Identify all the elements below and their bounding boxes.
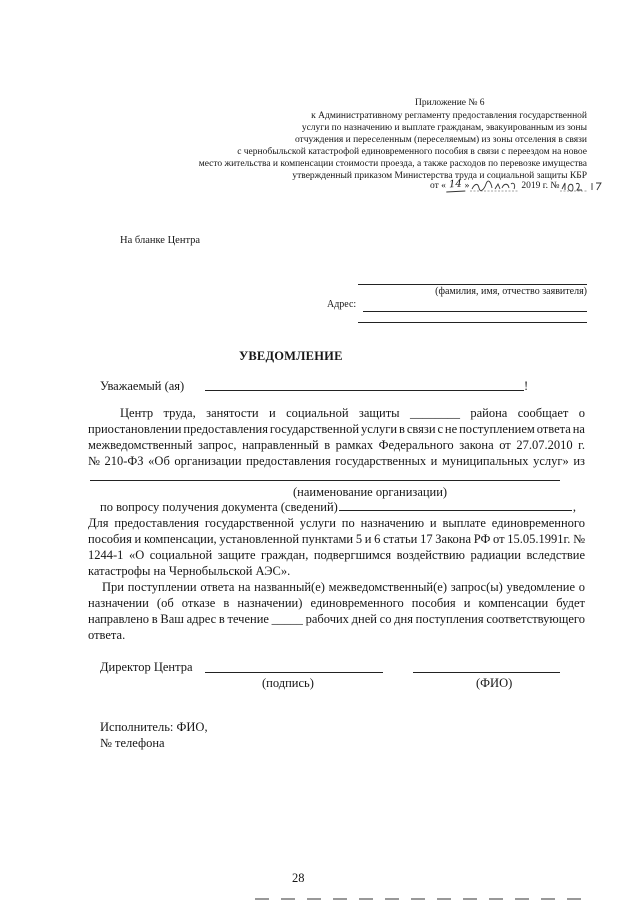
approval-date-line: [430, 179, 607, 192]
body-text: При поступлении ответа на названный(е) межведомственный(е) запрос(ы) уведомление о: [102, 580, 585, 594]
body-text: пособия и компенсации, установленной пунктами 5 и 6 статьи 17 Закона РФ от 15.05.1991г. №: [88, 532, 585, 546]
body-line-last: катастрофы на Чернобыльской АЭС».: [88, 564, 291, 578]
appendix-line: к Административному регламенту предоставления государственной: [311, 111, 587, 121]
body-line: [88, 611, 585, 627]
body-text: Центр труда, занятости и социальной защиты ________ района сообщает о: [120, 406, 585, 420]
appendix-line: с чернобыльской катастрофой единовременного пособия в связи с переездом на новое: [237, 147, 587, 157]
appendix-line: место жительства и компенсации стоимости проезда, а также расходов по перевозке имущества: [198, 159, 587, 169]
salutation-label: Уважаемый (ая): [100, 379, 185, 393]
handwritten-number-scribble: [559, 180, 607, 192]
handwritten-month-scribble: [469, 180, 519, 192]
executor-name: Исполнитель: ФИО,: [100, 720, 208, 734]
body-line: [88, 437, 585, 453]
body-text: направлено в Ваш адрес в течение _____ рабочих дней со дня поступления соответствующего: [88, 612, 585, 626]
body-line: [88, 421, 585, 437]
body-text: назначении (об отказе в назначении) единовременного пособия и компенсации будет: [88, 596, 585, 610]
address-label: Адрес:: [327, 299, 357, 310]
body-line: [120, 405, 585, 421]
letterhead-note: На бланке Центра: [120, 235, 201, 246]
date-year-number-label: 2019 г. №: [521, 181, 560, 191]
date-prefix: от «: [430, 181, 446, 191]
organization-caption: (наименование организации): [293, 485, 448, 499]
executor-phone: № телефона: [100, 736, 165, 750]
signature-caption: (подпись): [262, 676, 314, 690]
appendix-reference: [199, 110, 587, 182]
body-text: Для предоставления государственной услуги по назначению и выплате единовременного: [88, 516, 585, 530]
document-request-comma: ,: [572, 500, 576, 514]
address-line-2: [358, 322, 587, 323]
body-text: межведомственный запрос, направленный в рамках Федерального закона от 27.07.2010 г.: [88, 438, 585, 452]
body-text: 1244-1 «О социальной защите граждан, подвергшимся воздействию радиации вследствие: [88, 548, 585, 562]
body-line: [88, 547, 585, 563]
document-title: УВЕДОМЛЕНИЕ: [239, 349, 343, 363]
body-line: [102, 579, 585, 595]
director-name-line: [413, 672, 560, 673]
scan-artifact-dashes: [255, 898, 590, 900]
body-text: № 210-ФЗ «Об организации предоставления государственных и муниципальных услуг» из: [88, 454, 585, 468]
page-number: 28: [292, 871, 305, 885]
body-line: [88, 453, 585, 469]
appendix-line: отчуждения и переселенным (переселяемым) из зоны отселения в связи: [294, 135, 587, 145]
document-request-row: [100, 499, 576, 515]
body-line-last: ответа.: [88, 628, 126, 642]
signature-line: [205, 672, 383, 673]
address-line: [363, 311, 587, 312]
body-text: приостановлении предоставления государственной услуги в связи с не поступлением ответа на: [88, 422, 585, 436]
salutation-name-line: [205, 390, 524, 391]
salutation-end: !: [524, 379, 529, 393]
body-line: [88, 595, 585, 611]
date-close-quote: »: [464, 181, 470, 191]
body-line: [88, 531, 585, 547]
body-line: [88, 515, 585, 531]
document-request-label: по вопросу получения документа (сведений): [100, 500, 338, 514]
document-request-blank: [339, 499, 572, 511]
appendix-line: услуги по назначению и выплате гражданам, эвакуированным из зоны: [301, 123, 587, 133]
director-name-caption: (ФИО): [476, 676, 513, 690]
appendix-line: утвержденный приказом Министерства труда и социальной защиты КБР: [292, 171, 587, 181]
applicant-name-caption: (фамилия, имя, отчество заявителя): [435, 286, 587, 297]
organization-name-line: [90, 480, 560, 481]
director-label: Директор Центра: [100, 660, 193, 674]
applicant-name-line: [358, 284, 587, 285]
handwritten-day: 14: [446, 179, 465, 193]
appendix-title: Приложение № 6: [415, 98, 485, 108]
